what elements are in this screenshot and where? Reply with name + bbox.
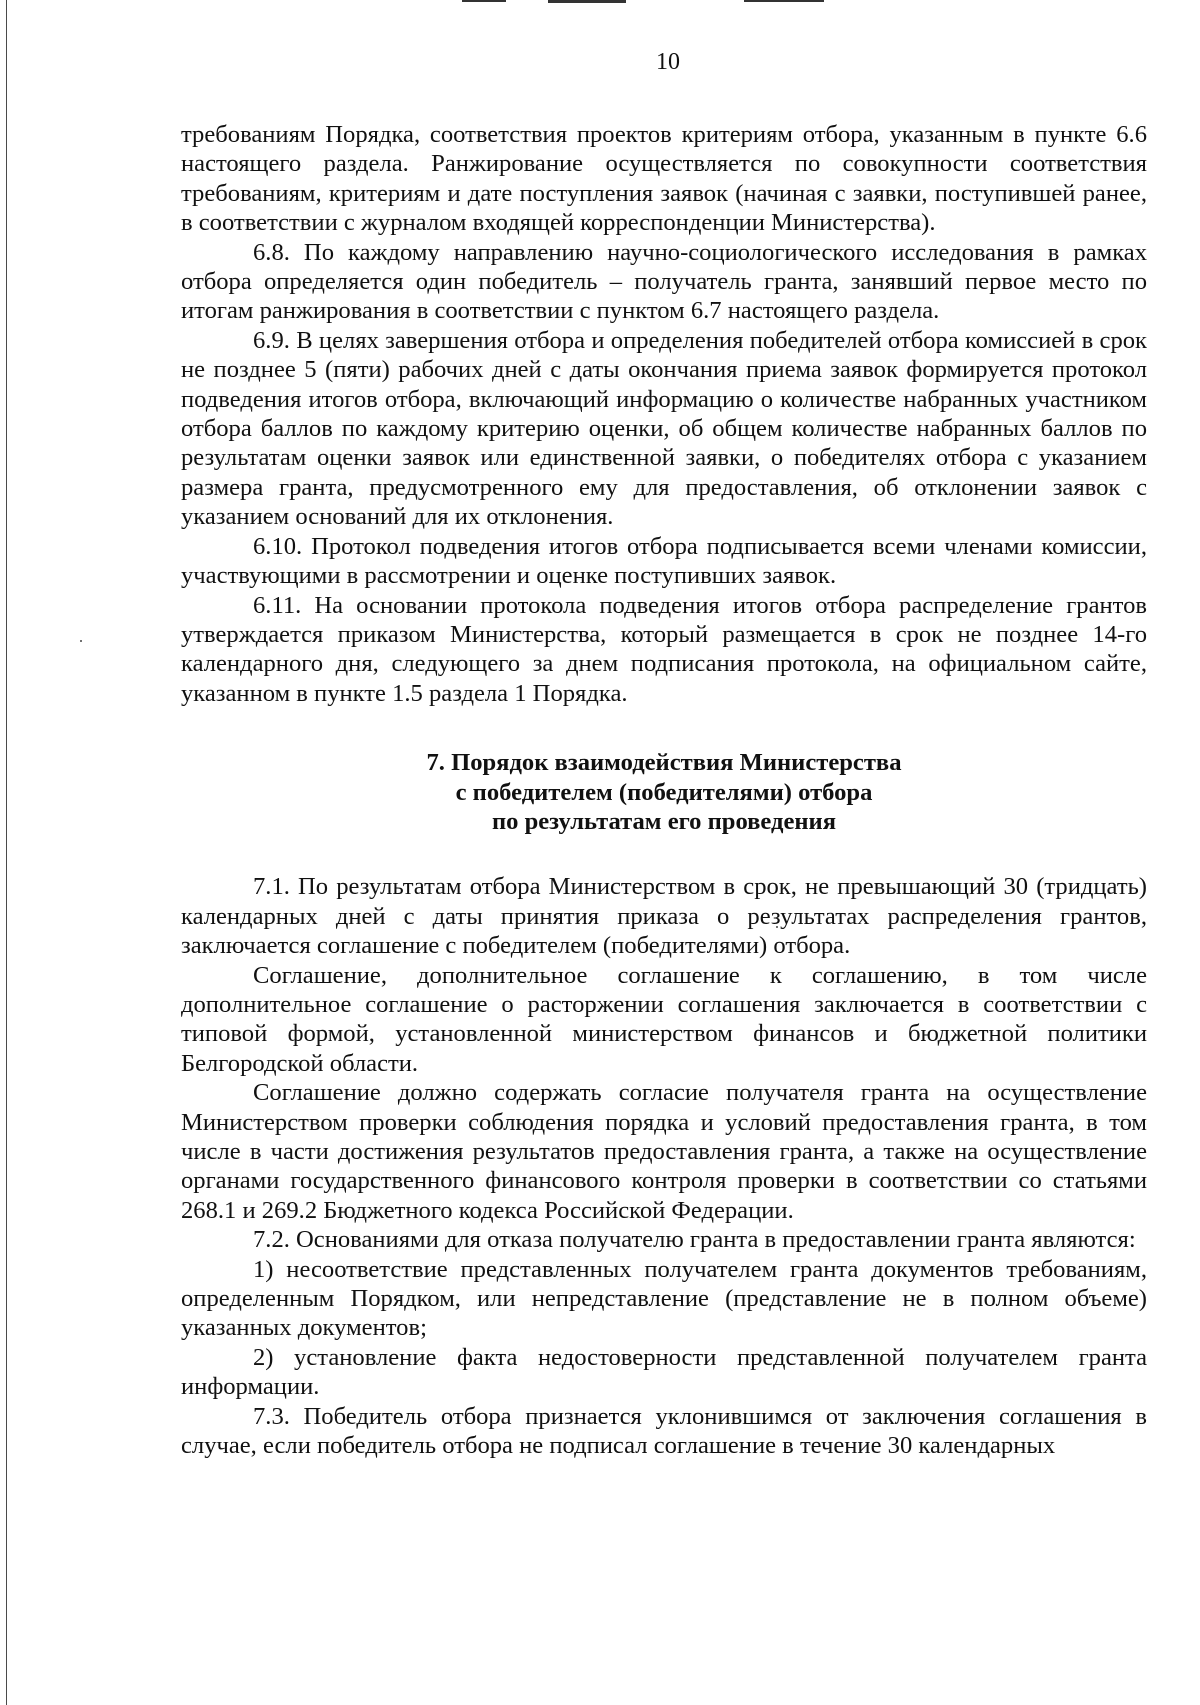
paragraph-6-8: 6.8. По каждому направлению научно-социологического исследования в рамках отбора определяется один победитель – получатель гранта, занявший первое место по итогам ранжирования в соответствии с пунктом 6.7 настоящего раздела. [181,238,1147,325]
paragraph-agreement-consent: Соглашение должно содержать согласие получателя гранта на осуществление Министерством проверки соблюдения порядка и условий предоставления гранта, в том числе в части достижения результатов предоставления гранта, а также на осуществление органами государственного финансового контроля проверки в соответствии со статьями 268.1 и 269.2 Бюджетного кодекса Российской Федерации. [181,1079,1147,1224]
section-title-line: по результатам его проведения [491,807,837,835]
paragraph-continuation: требованиям Порядка, соответствия проектов критериям отбора, указанным в пункте 6.6 настоящего раздела. Ранжирование осуществляется по совокупности соответствия требованиям, критериям и дате поступления заявок (начиная с заявки, поступившей ранее, в соответствии с журналом входящей корреспонденции Министерства). [181,121,1147,237]
page-number: 10 [656,49,680,75]
scan-top-mark [462,0,506,2]
paragraph-6-10: 6.10. Протокол подведения итогов отбора подписывается всеми членами комиссии, участвующими в рассмотрении и оценке поступивших заявок. [181,532,1147,590]
paragraph-6-9: 6.9. В целях завершения отбора и определения победителей отбора комиссией в срок не позднее 5 (пяти) рабочих дней с даты окончания приема заявок формируется протокол подведения итогов отбора, включающий информацию о количестве набранных участником отбора баллов по каждому критерию оценки, об общем количестве набранных баллов по результатам оценки заявок или единственной заявки, о победителях отбора с указанием размера гранта, предусмотренного ему для предоставления, об отклонении заявок с указанием оснований для их отклонения. [181,326,1147,531]
document-body [181,120,1147,1460]
scan-top-mark [548,0,626,3]
section-7-title [181,748,1147,836]
list-item-1: 1) несоответствие представленных получателем гранта документов требованиям, определенным Порядком, или непредставление (представление не в полном объеме) указанных документов; [181,1255,1147,1342]
section-title-line: 7. Порядок взаимодействия Министерства [426,749,902,777]
scan-edge-line [6,0,7,1705]
paragraph-7-3: 7.3. Победитель отбора признается уклонившимся от заключения соглашения в случае, если победитель отбора не подписал соглашение в течение 30 календарных [181,1402,1147,1460]
list-item-2: 2) установление факта недостоверности представленной получателем гранта информации. [181,1343,1147,1401]
section-title-line: с победителем (победителями) отбора [455,778,873,806]
paragraph-6-11: 6.11. На основании протокола подведения итогов отбора распределение грантов утверждается приказом Министерства, который размещается в срок не позднее 14-го календарного дня, следующего за днем подписания протокола, на официальном сайте, указанном в пункте 1.5 раздела 1 Порядка. [181,591,1147,707]
paragraph-7-2: 7.2. Основаниями для отказа получателю гранта в предоставлении гранта являются: [253,1226,1136,1254]
scan-speck [80,640,82,642]
scan-top-mark [744,0,824,2]
paragraph-agreement-form: Соглашение, дополнительное соглашение к соглашению, в том числе дополнительное соглашение о расторжении соглашения заключается в соответствии с типовой формой, установленной министерством финансов и бюджетной политики Белгородской области. [181,961,1147,1077]
paragraph-7-1: 7.1. По результатам отбора Министерством в срок, не превышающий 30 (тридцать) календарных дней с даты принятия приказа о результатах распределения грантов, заключается соглашение с победителем (победителями) отбора. [181,873,1147,960]
